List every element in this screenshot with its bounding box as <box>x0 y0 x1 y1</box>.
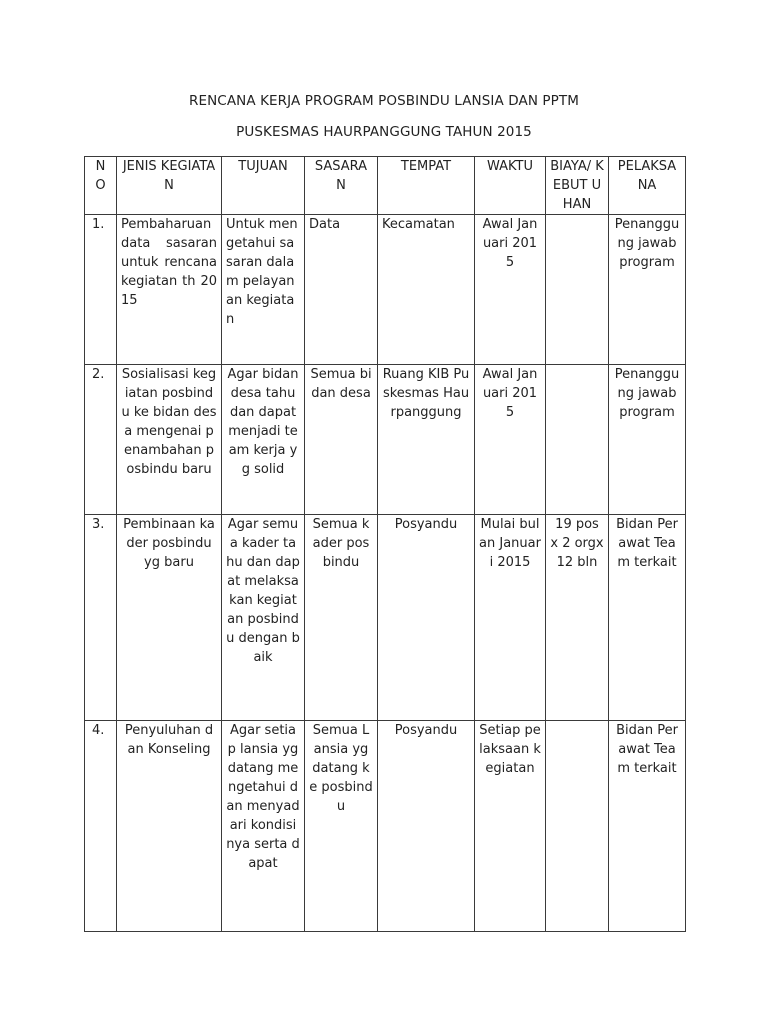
cell-waktu: Mulai bulan Januari 2015 <box>475 515 546 721</box>
header-tujuan: TUJUAN <box>222 157 305 215</box>
cell-waktu: Awal Januari 2015 <box>475 365 546 515</box>
table-row <box>85 721 686 932</box>
header-biaya: BIAYA/ KEBUT UHAN <box>546 157 609 215</box>
cell-sasaran: Semua kader posbindu <box>305 515 378 721</box>
header-no: N O <box>85 157 117 215</box>
cell-jenis-kegiatan: Pembinaan kader posbindu yg baru <box>117 515 222 721</box>
cell-no: 2. <box>85 365 117 515</box>
cell-jenis-kegiatan: Penyuluhan dan Konseling <box>117 721 222 932</box>
table-row <box>85 215 686 365</box>
cell-no: 3. <box>85 515 117 721</box>
cell-tempat: Ruang KIB Puskesmas Haurpanggung <box>378 365 475 515</box>
header-tempat: TEMPAT <box>378 157 475 215</box>
cell-no: 4. <box>85 721 117 932</box>
cell-pelaksana: Bidan Perawat Team terkait <box>609 515 686 721</box>
cell-tempat: Kecamatan <box>378 215 475 365</box>
cell-waktu: Awal Januari 2015 <box>475 215 546 365</box>
cell-tujuan: Agar setiap lansia yg datang mengetahui dan menyadari kondisinya serta dapat <box>222 721 305 932</box>
cell-sasaran: Semua bidan desa <box>305 365 378 515</box>
cell-biaya: 19 pos x 2 orgx 12 bln <box>546 515 609 721</box>
cell-biaya <box>546 215 609 365</box>
table-row <box>85 515 686 721</box>
document-subtitle: PUSKESMAS HAURPANGGUNG TAHUN 2015 <box>236 124 532 140</box>
cell-tujuan: Agar semua kader tahu dan dapat melaksakan kegiatan posbindu dengan baik <box>222 515 305 721</box>
cell-jenis-kegiatan: Pembaharuan data sasaran untuk rencana kegiatan th 2015 <box>117 215 222 365</box>
work-plan-table <box>84 156 686 932</box>
cell-waktu: Setiap pelaksaan kegiatan <box>475 721 546 932</box>
cell-jenis-kegiatan: Sosialisasi kegiatan posbindu ke bidan desa mengenai penambahan posbindu baru <box>117 365 222 515</box>
cell-pelaksana: Penanggung jawab program <box>609 365 686 515</box>
cell-tujuan: Untuk mengetahui sasaran dalam pelayanan kegiatan <box>222 215 305 365</box>
cell-sasaran: Data <box>305 215 378 365</box>
cell-tempat: Posyandu <box>378 721 475 932</box>
cell-pelaksana: Penanggung jawab program <box>609 215 686 365</box>
cell-tujuan: Agar bidan desa tahu dan dapat menjadi team kerja yg solid <box>222 365 305 515</box>
cell-sasaran: Semua Lansia yg datang ke posbindu <box>305 721 378 932</box>
table-header-row <box>85 157 686 215</box>
table-row <box>85 365 686 515</box>
header-sasaran: SASARA N <box>305 157 378 215</box>
cell-pelaksana: Bidan Perawat Team terkait <box>609 721 686 932</box>
header-waktu: WAKTU <box>475 157 546 215</box>
cell-biaya <box>546 365 609 515</box>
cell-tempat: Posyandu <box>378 515 475 721</box>
document-title: RENCANA KERJA PROGRAM POSBINDU LANSIA DAN PPTM <box>189 93 579 109</box>
header-pelaksana: PELAKSA NA <box>609 157 686 215</box>
cell-no: 1. <box>85 215 117 365</box>
header-jenis-kegiatan: JENIS KEGIATAN <box>117 157 222 215</box>
cell-biaya <box>546 721 609 932</box>
